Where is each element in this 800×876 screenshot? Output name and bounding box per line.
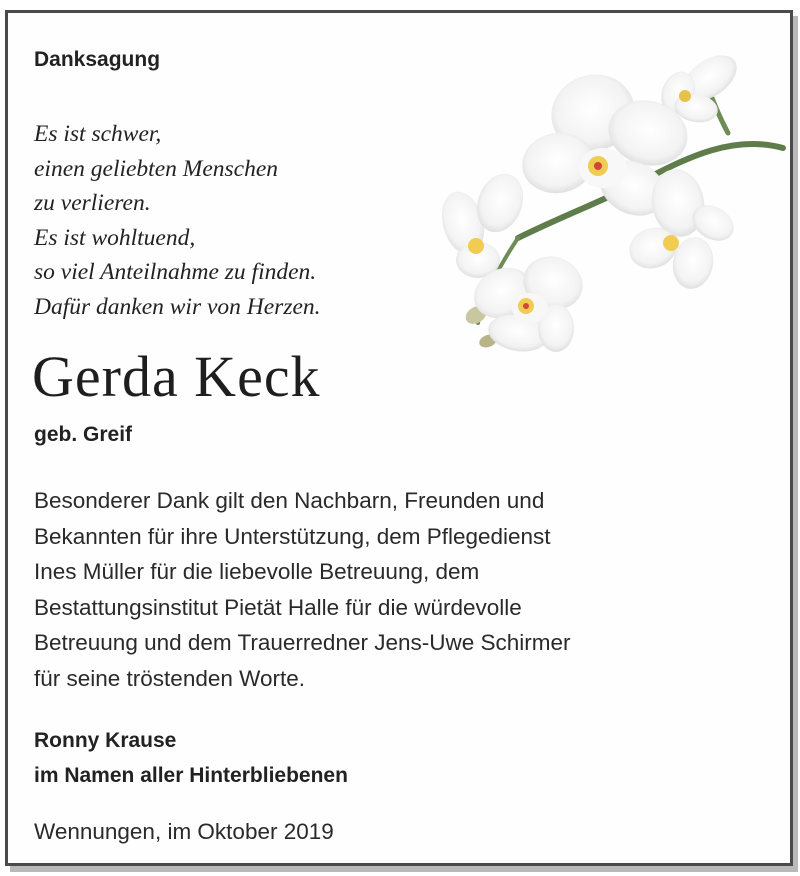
thanks-line: Betreuung und dem Trauerredner Jens-Uwe Schirmer: [34, 630, 571, 656]
signature: [34, 723, 348, 793]
thanks-line: Bekannten für ihre Unterstützung, dem Pflegedienst: [34, 523, 551, 549]
thanks-line: für seine tröstenden Worte.: [34, 665, 305, 691]
thanks-line: Bestattungsinstitut Pietät Halle für die würdevolle: [34, 594, 522, 620]
poem-line: zu verlieren.: [34, 190, 151, 217]
thanks-line: Ines Müller für die liebevolle Betreuung, dem: [34, 559, 480, 585]
poem-line: Es ist wohltuend,: [34, 224, 196, 251]
signature-subline: im Namen aller Hinterbliebenen: [34, 764, 348, 787]
maiden-name: geb. Greif: [34, 423, 133, 446]
signature-name: Ronny Krause: [34, 729, 177, 752]
obituary-card: [5, 10, 793, 866]
place-date: Wennungen, im Oktober 2019: [34, 819, 334, 844]
orchid-image: [438, 38, 788, 358]
deceased-name: Gerda Keck: [32, 344, 321, 409]
poem-line: einen geliebten Menschen: [34, 155, 279, 182]
poem-line: Es ist schwer,: [34, 121, 162, 147]
poem: [34, 117, 321, 325]
notice-heading: Danksagung: [34, 48, 161, 71]
thanks-text: [34, 483, 734, 697]
thanks-line: Besonderer Dank gilt den Nachbarn, Freunden und: [34, 488, 545, 513]
poem-line: Dafür danken wir von Herzen.: [34, 293, 321, 320]
poem-line: so viel Anteilnahme zu finden.: [34, 259, 317, 286]
